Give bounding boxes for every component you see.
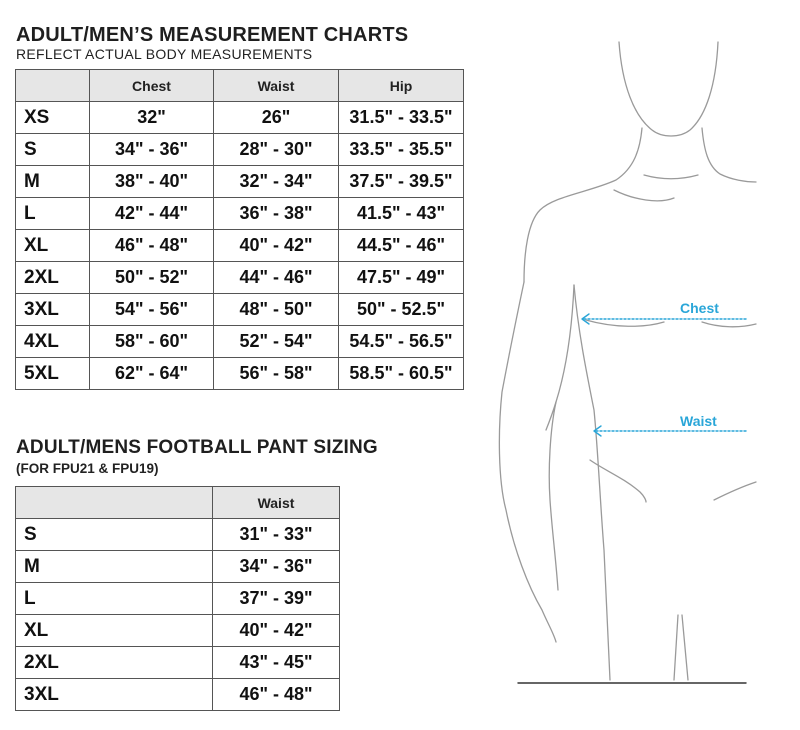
waist-cell: 43" - 45" [213, 647, 340, 679]
chest-cell: 50" - 52" [90, 262, 214, 294]
size-cell: L [16, 583, 213, 615]
table-row [16, 294, 464, 326]
chest-cell: 62" - 64" [90, 358, 214, 390]
header-size [16, 70, 90, 102]
waist-cell: 28" - 30" [214, 134, 339, 166]
waist-cell: 52" - 54" [214, 326, 339, 358]
hip-cell: 41.5" - 43" [339, 198, 464, 230]
size-cell: 5XL [16, 358, 90, 390]
chest-cell: 34" - 36" [90, 134, 214, 166]
chest-cell: 58" - 60" [90, 326, 214, 358]
size-cell: XL [16, 615, 213, 647]
measurement-chart-subtitle: REFLECT ACTUAL BODY MEASUREMENTS [16, 46, 313, 62]
size-cell: XL [16, 230, 90, 262]
pant-sizing-subtitle: (FOR FPU21 & FPU19) [16, 461, 159, 476]
table-row [16, 262, 464, 294]
size-cell: M [16, 166, 90, 198]
header-size [16, 487, 213, 519]
hip-cell: 31.5" - 33.5" [339, 102, 464, 134]
waist-cell: 44" - 46" [214, 262, 339, 294]
hip-cell: 50" - 52.5" [339, 294, 464, 326]
waist-cell: 37" - 39" [213, 583, 340, 615]
waist-cell: 48" - 50" [214, 294, 339, 326]
header-hip: Hip [339, 70, 464, 102]
hip-cell: 37.5" - 39.5" [339, 166, 464, 198]
pant-sizing-table [15, 486, 340, 711]
table-header-row [16, 70, 464, 102]
hip-cell: 44.5" - 46" [339, 230, 464, 262]
chest-cell: 32" [90, 102, 214, 134]
body-figure-illustration [494, 30, 760, 700]
hip-cell: 58.5" - 60.5" [339, 358, 464, 390]
header-waist: Waist [213, 487, 340, 519]
table-row [16, 102, 464, 134]
chest-cell: 38" - 40" [90, 166, 214, 198]
size-cell: L [16, 198, 90, 230]
hip-cell: 54.5" - 56.5" [339, 326, 464, 358]
waist-cell: 40" - 42" [213, 615, 340, 647]
waist-cell: 40" - 42" [214, 230, 339, 262]
size-cell: 3XL [16, 679, 213, 711]
size-cell: 4XL [16, 326, 90, 358]
size-cell: M [16, 551, 213, 583]
header-waist: Waist [214, 70, 339, 102]
table-row [16, 615, 340, 647]
table-row [16, 358, 464, 390]
measurement-table [15, 69, 464, 390]
waist-measurement-indicator [594, 426, 746, 436]
waist-label: Waist [680, 413, 717, 429]
waist-cell: 34" - 36" [213, 551, 340, 583]
waist-cell: 31" - 33" [213, 519, 340, 551]
table-row [16, 198, 464, 230]
size-cell: 3XL [16, 294, 90, 326]
size-cell: S [16, 134, 90, 166]
hip-cell: 33.5" - 35.5" [339, 134, 464, 166]
chest-cell: 46" - 48" [90, 230, 214, 262]
waist-cell: 32" - 34" [214, 166, 339, 198]
size-cell: S [16, 519, 213, 551]
pant-sizing-title: ADULT/MENS FOOTBALL PANT SIZING [16, 437, 378, 458]
table-row [16, 647, 340, 679]
table-header-row [16, 487, 340, 519]
table-row [16, 551, 340, 583]
hip-cell: 47.5" - 49" [339, 262, 464, 294]
waist-cell: 26" [214, 102, 339, 134]
waist-cell: 46" - 48" [213, 679, 340, 711]
chest-cell: 42" - 44" [90, 198, 214, 230]
table-row [16, 583, 340, 615]
table-row [16, 519, 340, 551]
waist-cell: 36" - 38" [214, 198, 339, 230]
table-row [16, 134, 464, 166]
body-outline [499, 42, 756, 683]
chest-cell: 54" - 56" [90, 294, 214, 326]
table-row [16, 679, 340, 711]
table-row [16, 166, 464, 198]
table-row [16, 326, 464, 358]
size-cell: 2XL [16, 647, 213, 679]
size-cell: XS [16, 102, 90, 134]
waist-cell: 56" - 58" [214, 358, 339, 390]
size-cell: 2XL [16, 262, 90, 294]
measurement-chart-title: ADULT/MEN’S MEASUREMENT CHARTS [16, 24, 409, 46]
table-row [16, 230, 464, 262]
header-chest: Chest [90, 70, 214, 102]
chest-label: Chest [680, 300, 719, 316]
